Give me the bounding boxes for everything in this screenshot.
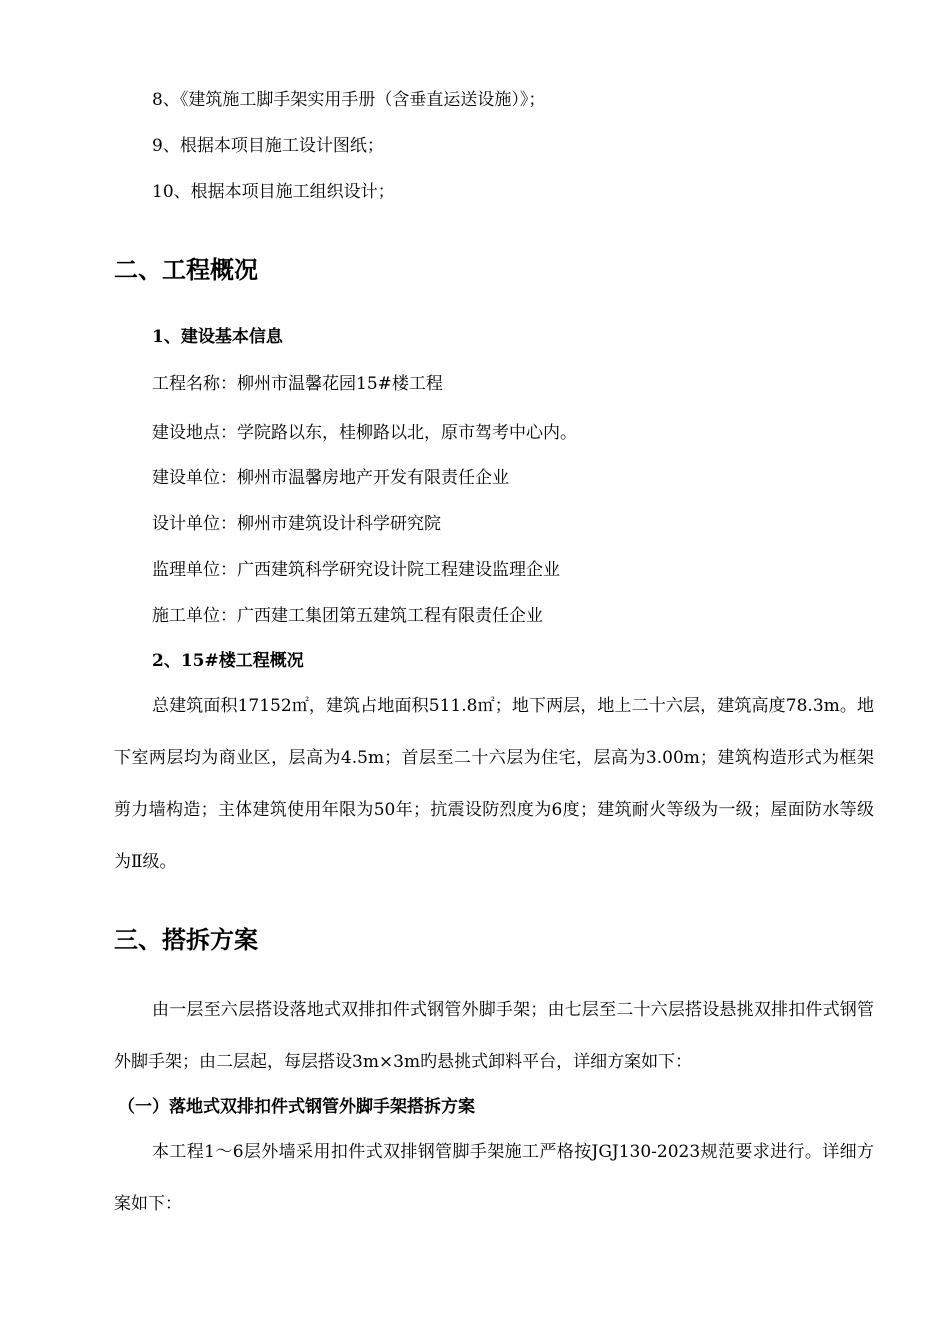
info-developer: 建设单位：柳州市温馨房地产开发有限责任企业 xyxy=(152,468,509,488)
info-designer: 设计单位：柳州市建筑设计科学研究院 xyxy=(152,514,441,534)
info-project-name: 工程名称：柳州市温馨花园15#楼工程 xyxy=(152,374,443,394)
erection-plan-intro: 由一层至六层搭设落地式双排扣件式钢管外脚手架；由七层至二十六层搭设悬挑双排扣件式钢管外脚手架；由二层起，每层搭设3m×3m旳悬挑式卸料平台，详细方案如下： xyxy=(114,1000,874,1072)
section-heading-project-overview: 二、工程概况 xyxy=(114,256,258,284)
building-overview-paragraph: 总建筑面积17152㎡，建筑占地面积511.8㎡；地下两层，地上二十六层，建筑高度78.3m。地下室两层均为商业区，层高为4.5m；首层至二十六层为住宅，层高为3.00m；建筑构造形式为框架剪力墙构造；主体建筑使用年限为50年；抗震设防烈度为6度；建筑耐火等级为一级；屋面防水等级为Ⅱ级。 xyxy=(114,696,874,872)
reference-item-10: 10、根据本项目施工组织设计； xyxy=(152,182,395,202)
info-location: 建设地点：学院路以东，桂柳路以北，原市驾考中心内。 xyxy=(152,423,577,443)
subheading-building-overview: 2、15#楼工程概况 xyxy=(152,651,304,671)
subheading-basic-info: 1、建设基本信息 xyxy=(152,327,283,347)
subheading-floor-scaffold-plan: （一）落地式双排扣件式钢管外脚手架搭拆方案 xyxy=(118,1097,475,1117)
section-heading-erection-plan: 三、搭拆方案 xyxy=(114,926,258,954)
reference-item-9: 9、根据本项目施工设计图纸； xyxy=(152,136,384,156)
floor-scaffold-paragraph: 本工程1～6层外墙采用扣件式双排钢管脚手架施工严格按JGJ130-2023规范要求进行。详细方案如下： xyxy=(114,1142,874,1214)
info-supervisor: 监理单位：广西建筑科学研究设计院工程建设监理企业 xyxy=(152,560,560,580)
info-contractor: 施工单位：广西建工集团第五建筑工程有限责任企业 xyxy=(152,606,543,626)
reference-item-8: 8、《建筑施工脚手架实用手册（含垂直运送设施）》； xyxy=(152,90,546,110)
